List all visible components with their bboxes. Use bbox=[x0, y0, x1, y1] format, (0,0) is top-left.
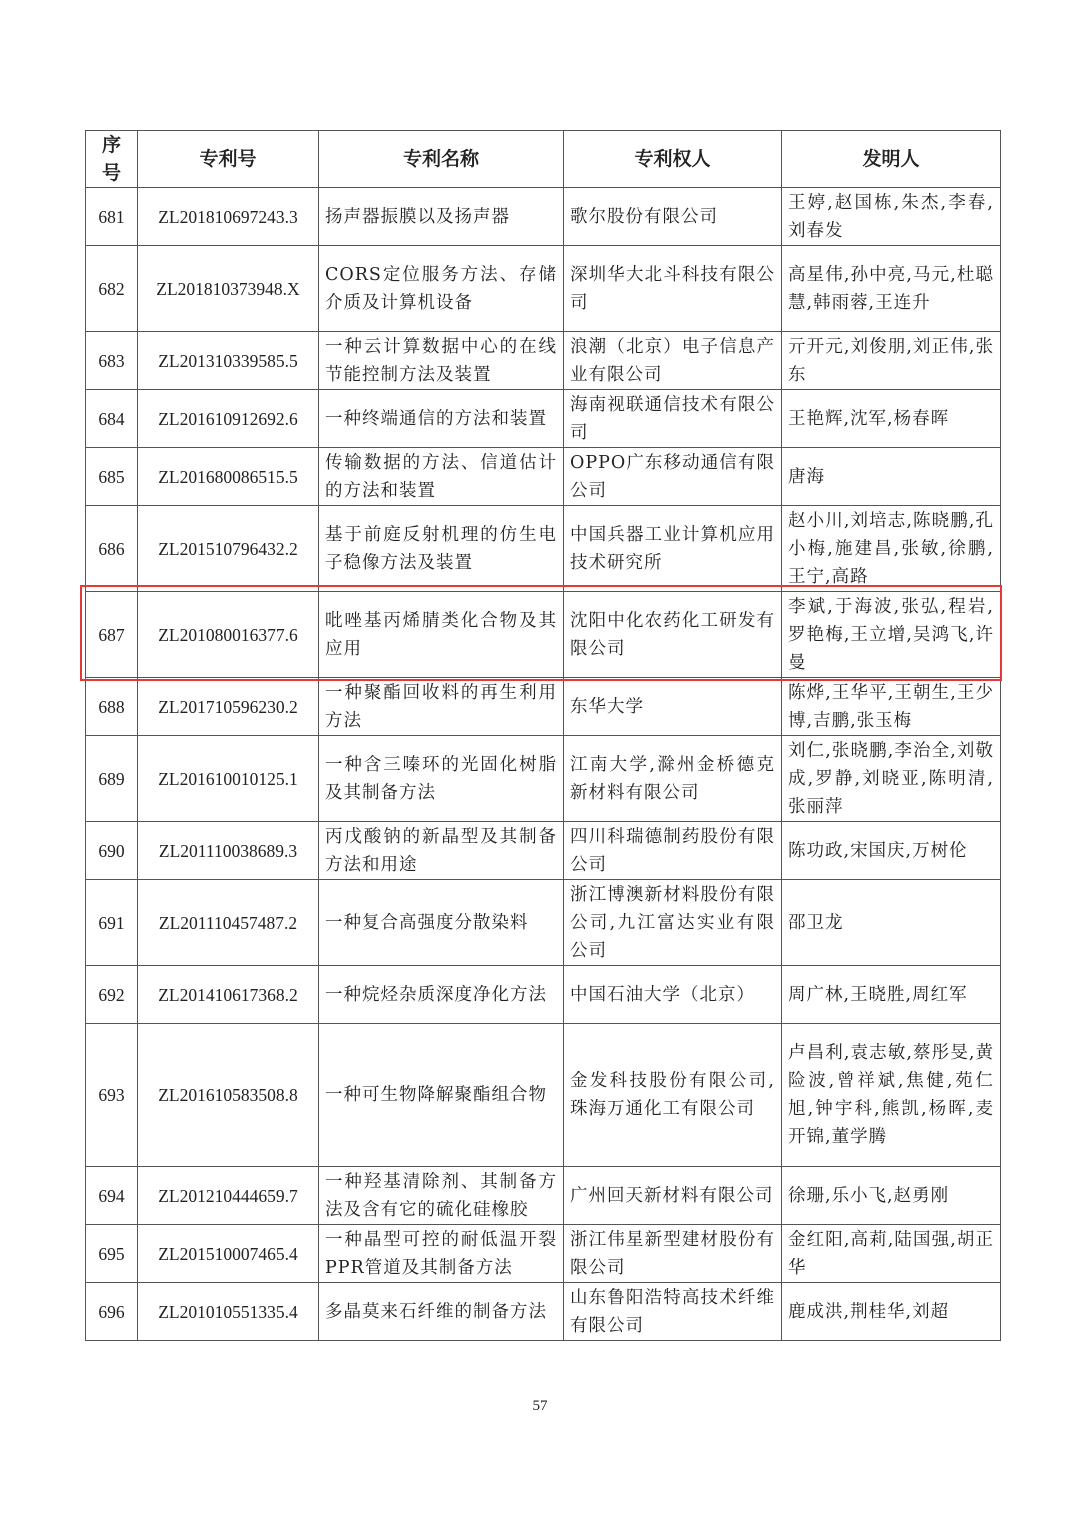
row-inventors: 李斌,于海波,张弘,程岩,罗艳梅,王立增,吴鸿飞,许曼 bbox=[782, 592, 1001, 678]
row-patent-holder: 东华大学 bbox=[564, 678, 782, 736]
table-row bbox=[86, 966, 1001, 1024]
patent-table bbox=[85, 130, 1001, 1341]
row-patent-name: 多晶莫来石纤维的制备方法 bbox=[319, 1283, 564, 1341]
table-row-highlighted bbox=[86, 592, 1001, 678]
row-patent-no: ZL201080016377.6 bbox=[138, 592, 319, 678]
row-patent-no: ZL201110457487.2 bbox=[138, 880, 319, 966]
row-seq: 684 bbox=[86, 390, 138, 448]
row-inventors: 赵小川,刘培志,陈晓鹏,孔小梅,施建昌,张敏,徐鹏,王宁,高路 bbox=[782, 506, 1001, 592]
row-patent-name: 一种终端通信的方法和装置 bbox=[319, 390, 564, 448]
row-inventors: 周广林,王晓胜,周红军 bbox=[782, 966, 1001, 1024]
table-row bbox=[86, 1225, 1001, 1283]
row-inventors: 鹿成洪,荆桂华,刘超 bbox=[782, 1283, 1001, 1341]
row-patent-holder: 深圳华大北斗科技有限公司 bbox=[564, 246, 782, 332]
row-patent-no: ZL201210444659.7 bbox=[138, 1167, 319, 1225]
row-patent-no: ZL201410617368.2 bbox=[138, 966, 319, 1024]
header-seq bbox=[86, 131, 138, 188]
row-seq: 687 bbox=[86, 592, 138, 678]
row-patent-holder: OPPO广东移动通信有限公司 bbox=[564, 448, 782, 506]
row-patent-name: 吡唑基丙烯腈类化合物及其应用 bbox=[319, 592, 564, 678]
row-patent-no: ZL201510796432.2 bbox=[138, 506, 319, 592]
row-seq: 695 bbox=[86, 1225, 138, 1283]
row-inventors: 徐珊,乐小飞,赵勇刚 bbox=[782, 1167, 1001, 1225]
header-patent-holder: 专利权人 bbox=[564, 131, 782, 188]
row-patent-no: ZL201610010125.1 bbox=[138, 736, 319, 822]
table-row bbox=[86, 390, 1001, 448]
row-inventors: 金红阳,高莉,陆国强,胡正华 bbox=[782, 1225, 1001, 1283]
row-seq: 694 bbox=[86, 1167, 138, 1225]
row-inventors: 高星伟,孙中亮,马元,杜聪慧,韩雨蓉,王连升 bbox=[782, 246, 1001, 332]
row-inventors: 卢昌利,袁志敏,蔡彤旻,黄险波,曾祥斌,焦健,苑仁旭,钟宇科,熊凯,杨晖,麦开锦,董学腾 bbox=[782, 1024, 1001, 1167]
row-patent-holder: 浙江博澳新材料股份有限公司,九江富达实业有限公司 bbox=[564, 880, 782, 966]
row-patent-no: ZL201810373948.X bbox=[138, 246, 319, 332]
table-row bbox=[86, 1283, 1001, 1341]
row-patent-no: ZL201680086515.5 bbox=[138, 448, 319, 506]
row-seq: 688 bbox=[86, 678, 138, 736]
header-patent-name: 专利名称 bbox=[319, 131, 564, 188]
row-inventors: 王艳辉,沈军,杨春晖 bbox=[782, 390, 1001, 448]
row-inventors: 唐海 bbox=[782, 448, 1001, 506]
row-patent-no: ZL201810697243.3 bbox=[138, 188, 319, 246]
row-seq: 696 bbox=[86, 1283, 138, 1341]
header-inventors: 发明人 bbox=[782, 131, 1001, 188]
row-patent-no: ZL201310339585.5 bbox=[138, 332, 319, 390]
row-patent-name: 扬声器振膜以及扬声器 bbox=[319, 188, 564, 246]
header-seq-bottom: 号 bbox=[101, 162, 121, 184]
row-patent-name: 一种复合高强度分散染料 bbox=[319, 880, 564, 966]
row-patent-name: 丙戊酸钠的新晶型及其制备方法和用途 bbox=[319, 822, 564, 880]
table-row bbox=[86, 448, 1001, 506]
row-inventors: 陈烨,王华平,王朝生,王少博,吉鹏,张玉梅 bbox=[782, 678, 1001, 736]
row-patent-holder: 广州回天新材料有限公司 bbox=[564, 1167, 782, 1225]
row-seq: 686 bbox=[86, 506, 138, 592]
row-patent-name: 一种云计算数据中心的在线节能控制方法及装置 bbox=[319, 332, 564, 390]
row-patent-holder: 四川科瑞德制药股份有限公司 bbox=[564, 822, 782, 880]
row-seq: 689 bbox=[86, 736, 138, 822]
table-header-row bbox=[86, 131, 1001, 188]
row-patent-holder: 歌尔股份有限公司 bbox=[564, 188, 782, 246]
table-row bbox=[86, 332, 1001, 390]
table-row bbox=[86, 880, 1001, 966]
row-patent-holder: 海南视联通信技术有限公司 bbox=[564, 390, 782, 448]
row-seq: 690 bbox=[86, 822, 138, 880]
row-patent-no: ZL201610912692.6 bbox=[138, 390, 319, 448]
row-patent-holder: 江南大学,滁州金桥德克新材料有限公司 bbox=[564, 736, 782, 822]
row-seq: 685 bbox=[86, 448, 138, 506]
row-inventors: 邵卫龙 bbox=[782, 880, 1001, 966]
row-patent-name: 一种烷烃杂质深度净化方法 bbox=[319, 966, 564, 1024]
row-seq: 681 bbox=[86, 188, 138, 246]
row-patent-no: ZL201110038689.3 bbox=[138, 822, 319, 880]
row-patent-name: 一种可生物降解聚酯组合物 bbox=[319, 1024, 564, 1167]
row-patent-no: ZL201710596230.2 bbox=[138, 678, 319, 736]
header-patent-no: 专利号 bbox=[138, 131, 319, 188]
row-patent-no: ZL201510007465.4 bbox=[138, 1225, 319, 1283]
row-patent-holder: 沈阳中化农药化工研发有限公司 bbox=[564, 592, 782, 678]
row-inventors: 亓开元,刘俊朋,刘正伟,张东 bbox=[782, 332, 1001, 390]
table-row bbox=[86, 822, 1001, 880]
row-patent-holder: 浙江伟星新型建材股份有限公司 bbox=[564, 1225, 782, 1283]
row-patent-name: CORS定位服务方法、存储介质及计算机设备 bbox=[319, 246, 564, 332]
row-patent-no: ZL201010551335.4 bbox=[138, 1283, 319, 1341]
row-patent-name: 一种聚酯回收料的再生利用方法 bbox=[319, 678, 564, 736]
row-patent-name: 基于前庭反射机理的仿生电子稳像方法及装置 bbox=[319, 506, 564, 592]
table-row bbox=[86, 246, 1001, 332]
table-row bbox=[86, 188, 1001, 246]
row-seq: 683 bbox=[86, 332, 138, 390]
header-seq-top: 序 bbox=[101, 134, 121, 156]
table-row bbox=[86, 736, 1001, 822]
row-seq: 691 bbox=[86, 880, 138, 966]
table-row bbox=[86, 506, 1001, 592]
row-patent-name: 一种晶型可控的耐低温开裂PPR管道及其制备方法 bbox=[319, 1225, 564, 1283]
row-patent-name: 一种含三嗪环的光固化树脂及其制备方法 bbox=[319, 736, 564, 822]
row-inventors: 王婷,赵国栋,朱杰,李春,刘春发 bbox=[782, 188, 1001, 246]
row-seq: 682 bbox=[86, 246, 138, 332]
row-seq: 693 bbox=[86, 1024, 138, 1167]
row-patent-no: ZL201610583508.8 bbox=[138, 1024, 319, 1167]
row-patent-name: 传输数据的方法、信道估计的方法和装置 bbox=[319, 448, 564, 506]
row-patent-name: 一种羟基清除剂、其制备方法及含有它的硫化硅橡胶 bbox=[319, 1167, 564, 1225]
row-patent-holder: 金发科技股份有限公司,珠海万通化工有限公司 bbox=[564, 1024, 782, 1167]
page-number: 57 bbox=[532, 1398, 548, 1414]
table-row bbox=[86, 1024, 1001, 1167]
row-patent-holder: 中国兵器工业计算机应用技术研究所 bbox=[564, 506, 782, 592]
row-patent-holder: 浪潮（北京）电子信息产业有限公司 bbox=[564, 332, 782, 390]
row-seq: 692 bbox=[86, 966, 138, 1024]
table-row bbox=[86, 1167, 1001, 1225]
row-inventors: 刘仁,张晓鹏,李治全,刘敬成,罗静,刘晓亚,陈明清,张丽萍 bbox=[782, 736, 1001, 822]
row-patent-holder: 中国石油大学（北京） bbox=[564, 966, 782, 1024]
row-inventors: 陈功政,宋国庆,万树伦 bbox=[782, 822, 1001, 880]
row-patent-holder: 山东鲁阳浩特高技术纤维有限公司 bbox=[564, 1283, 782, 1341]
table-row bbox=[86, 678, 1001, 736]
